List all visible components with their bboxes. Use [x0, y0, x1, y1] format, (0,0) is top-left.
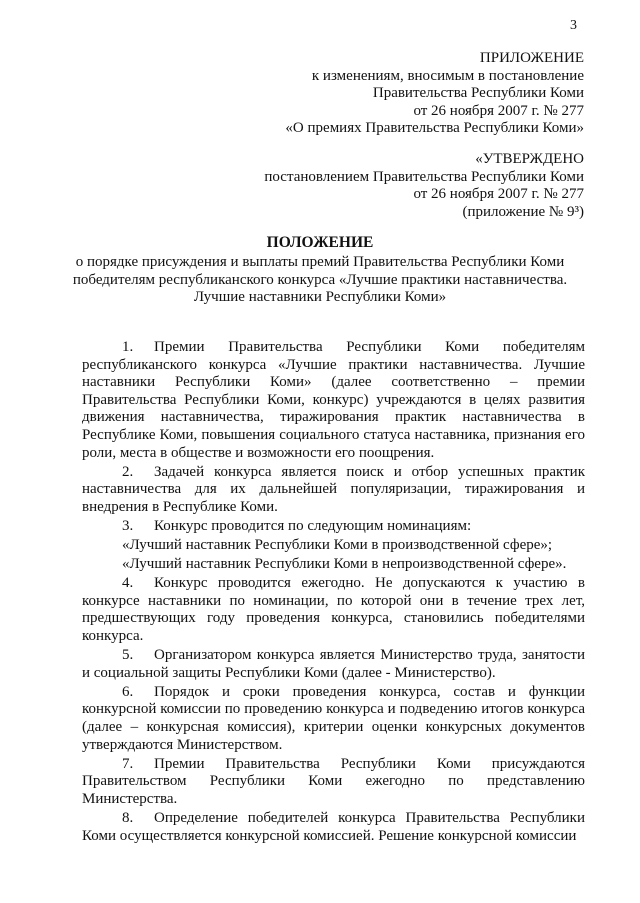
paragraph	[82, 464, 585, 517]
approved-line: постановлением Правительства Республики Коми	[264, 168, 584, 185]
approved-heading: «УТВЕРЖДЕНО	[475, 151, 584, 167]
paragraph-number: 4.	[122, 575, 134, 592]
document-title: ПОЛОЖЕНИЕ	[266, 234, 374, 251]
appendix-heading: ПРИЛОЖЕНИЕ	[479, 50, 584, 66]
nomination-text: «Лучший наставник Республики Коми в производственной сфере»;	[122, 537, 553, 554]
nomination-text: «Лучший наставник Республики Коми в непроизводственной сфере».	[122, 556, 567, 573]
paragraph	[82, 684, 585, 754]
paragraph	[82, 810, 585, 845]
paragraph	[82, 339, 585, 462]
appendix-line: Правительства Республики Коми	[372, 85, 584, 101]
document-subtitle	[0, 254, 640, 307]
page-number: 3	[570, 18, 577, 33]
paragraph-number: 5.	[122, 647, 134, 664]
paragraph-number: 1.	[122, 339, 134, 355]
subtitle-line: о порядке присуждения и выплаты премий Правительства Республики Коми	[75, 254, 565, 270]
approved-line: (приложение № 9³)	[462, 203, 584, 220]
subtitle-line: Лучшие наставники Республики Коми»	[193, 289, 447, 305]
approved-block	[264, 151, 584, 221]
paragraph-text: Порядок и сроки проведения конкурса, состав и функции конкурсной комиссии по проведению конкурса и подведению итогов конкурса (далее – конкурсная комиссия), критерии оценки конкурсных документов утверждаются Министерством.	[82, 683, 585, 753]
paragraph	[82, 575, 585, 645]
paragraph-text: Определение победителей конкурса Правительства Республики Коми осуществляется конкурсной комиссией. Решение конкурсной комиссии	[82, 809, 585, 844]
appendix-block	[285, 50, 584, 138]
paragraph	[82, 756, 585, 809]
paragraph-number: 8.	[122, 809, 134, 826]
appendix-line: «О премиях Правительства Республики Коми»	[285, 120, 584, 136]
paragraph	[82, 647, 585, 682]
paragraph-text: Задачей конкурса является поиск и отбор успешных практик наставничества для их дальнейшей популяризации, тиражирования и внедрения в Республике Коми.	[82, 463, 585, 515]
approved-line: от 26 ноября 2007 г. № 277	[413, 186, 584, 202]
paragraph-text: Премии Правительства Республики Коми победителям республиканского конкурса «Лучшие практики наставничества. Лучшие наставники Республики Коми» (далее соответственно – премии Правительства Республики Коми, конкурс) учреждаются в целях развития движения наставничества, тиражирования практик наставничества в Республике Коми, повышения социального статуса наставника, признания его роли, места в обществе и возможности его поощрения.	[82, 339, 585, 461]
paragraph-text: Конкурс проводится ежегодно. Не допускаются к участию в конкурсе наставники по номинации, по которой они в течение трех лет, предшествующих году проведения конкурса, становились победителями конкурса.	[82, 575, 585, 644]
nomination-item	[82, 537, 585, 555]
document-body	[82, 339, 585, 847]
paragraph	[82, 518, 585, 536]
paragraph-number: 3.	[122, 517, 134, 534]
appendix-line: к изменениям, вносимым в постановление	[311, 67, 584, 84]
paragraph-text: Премии Правительства Республики Коми присуждаются Правительством Республики Коми ежегодно по представлению Министерства.	[82, 755, 585, 807]
paragraph-number: 6.	[122, 683, 134, 700]
subtitle-line: победителям республиканского конкурса «Лучшие практики наставничества.	[72, 271, 568, 288]
paragraph-number: 2.	[122, 463, 134, 480]
paragraph-text: Конкурс проводится по следующим номинациям:	[154, 517, 472, 534]
paragraph-number: 7.	[122, 755, 134, 772]
paragraph-text: Организатором конкурса является Министерство труда, занятости и социальной защиты Республики Коми (далее - Министерство).	[82, 647, 585, 681]
appendix-line: от 26 ноября 2007 г. № 277	[413, 102, 584, 119]
nomination-item	[82, 556, 585, 574]
